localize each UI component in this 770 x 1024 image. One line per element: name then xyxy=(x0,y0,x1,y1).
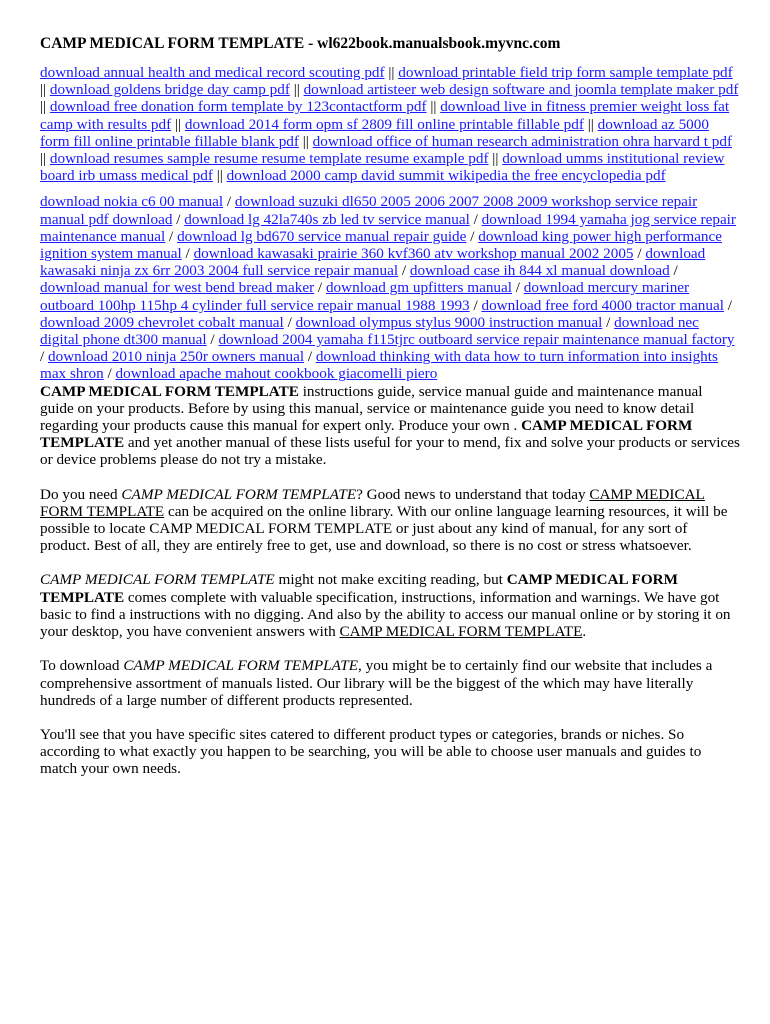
article-body xyxy=(40,383,740,778)
download-link[interactable]: download mercury mariner outboard 100hp 115hp 4 cylinder full service repair manual 1988 1993 xyxy=(40,279,690,314)
link-separator: || xyxy=(384,64,399,81)
link-separator: || xyxy=(40,150,50,168)
link-separator: / xyxy=(165,227,178,245)
link-separator: / xyxy=(723,296,732,314)
paragraph-reading: CAMP MEDICAL FORM TEMPLATE might not make exciting reading, but CAMP MEDICAL FORM TEMPLATE comes complete with valuable specification, instructions, information and warnings. We have got basic to find a instructions with no digging. And also by the ability to access our manual online or by storing it on your desktop, you have convenient answers with CAMP MEDICAL FORM TEMPLATE. xyxy=(40,571,731,641)
keyword-underlined: CAMP MEDICAL FORM TEMPLATE xyxy=(40,485,705,520)
download-link[interactable]: download 2000 camp david summit wikipedia the free encyclopedia pdf xyxy=(226,167,666,185)
keyword-italic: CAMP MEDICAL FORM TEMPLATE xyxy=(121,485,357,503)
link-separator: / xyxy=(172,210,185,228)
download-link[interactable]: download 2014 form opm sf 2809 fill online printable fillable pdf xyxy=(184,115,584,133)
keyword-bold: CAMP MEDICAL FORM TEMPLATE xyxy=(40,382,299,400)
download-link[interactable]: download king power high performance ignition system manual xyxy=(40,227,723,263)
link-separator: / xyxy=(469,296,482,314)
download-link[interactable]: download manual for west bend bread maker xyxy=(40,279,315,297)
download-link[interactable]: download olympus stylus 9000 instruction manual xyxy=(295,313,603,331)
keyword-italic: CAMP MEDICAL FORM TEMPLATE xyxy=(40,571,275,589)
link-separator: / xyxy=(40,348,49,366)
download-link[interactable]: download free ford 4000 tractor manual xyxy=(481,296,724,314)
link-separator: / xyxy=(633,245,646,263)
download-link[interactable]: download resumes sample resume resume template resume example pdf xyxy=(49,150,489,168)
link-separator: / xyxy=(223,193,235,211)
link-separator: / xyxy=(669,262,678,280)
download-link[interactable]: download suzuki dl650 2005 2006 2007 2008 2009 workshop service repair manual pdf download xyxy=(40,193,698,228)
download-link[interactable]: download 2004 yamaha f115tjrc outboard service repair maintenance manual factory xyxy=(218,331,735,349)
download-link[interactable]: download kawasaki ninja zx 6rr 2003 2004 full service repair manual xyxy=(40,245,706,280)
download-link[interactable]: download umms institutional review board irb umass medical pdf xyxy=(40,150,725,185)
download-link[interactable]: download lg bd670 service manual repair guide xyxy=(177,227,467,245)
download-link[interactable]: download 2009 chevrolet cobalt manual xyxy=(40,313,284,331)
link-separator: / xyxy=(314,279,326,297)
link-separator: || xyxy=(298,132,313,150)
download-link[interactable]: download nec digital phone dt300 manual xyxy=(40,313,699,349)
download-link[interactable]: download nokia c6 00 manual xyxy=(40,193,224,211)
link-separator: || xyxy=(171,115,185,133)
download-link[interactable]: download lg 42la740s zb led tv service manual xyxy=(184,210,470,228)
download-link[interactable]: download az 5000 form fill online printable fillable blank pdf xyxy=(40,115,709,150)
link-separator: / xyxy=(469,210,482,228)
keyword-bold: CAMP MEDICAL FORM TEMPLATE xyxy=(40,417,693,452)
link-separator: || xyxy=(488,150,503,168)
download-link[interactable]: download artisteer web design software and joomla template maker pdf xyxy=(303,81,739,99)
link-separator: / xyxy=(304,348,316,366)
link-separator: / xyxy=(206,331,219,349)
link-separator: / xyxy=(181,245,194,263)
link-separator: / xyxy=(283,313,296,331)
keyword-underlined: CAMP MEDICAL FORM TEMPLATE xyxy=(339,623,583,641)
link-separator: / xyxy=(466,227,479,245)
paragraph-sites: You'll see that you have specific sites catered to different product types or categories, brands or niches. So according to what exactly you happen to be searching, you will be able to choose user manuals and guides to match your own needs. xyxy=(40,725,702,778)
link-separator: / xyxy=(511,279,524,297)
link-separator: || xyxy=(289,81,304,99)
link-separator: / xyxy=(398,262,410,280)
download-link[interactable]: download annual health and medical record scouting pdf xyxy=(40,64,385,81)
download-link[interactable]: download printable field trip form sample template pdf xyxy=(398,64,733,81)
keyword-bold: CAMP MEDICAL FORM TEMPLATE xyxy=(40,571,678,606)
download-link[interactable]: download kawasaki prairie 360 kvf360 atv workshop manual 2002 2005 xyxy=(193,245,634,263)
link-separator: || xyxy=(212,167,227,185)
download-link[interactable]: download gm upfitters manual xyxy=(325,279,512,297)
paragraph-need: Do you need CAMP MEDICAL FORM TEMPLATE? Good news to understand that today CAMP MEDICAL FORM TEMPLATE can be acquired on the online library. With our online language learning resources, it will be possible to locate CAMP MEDICAL FORM TEMPLATE or just about any kind of manual, for any sort of product. Best of all, they are entirely free to get, use and download, so there is no cost or stress whatsoever. xyxy=(40,485,728,555)
download-link[interactable]: download case ih 844 xl manual download xyxy=(409,262,670,280)
download-link[interactable]: download 2010 ninja 250r owners manual xyxy=(48,348,305,366)
paragraph-intro: CAMP MEDICAL FORM TEMPLATE instructions guide, service manual guide and maintenance manual guide on your products. Before by using this manual, service or maintenance guide you need to know detail regarding your products cause this manual for expert only. Produce your own . CAMP MEDICAL FORM TEMPLATE and yet another manual of these lists useful for your to mend, fix and solve your products or services or device problems please do not try a mistake. xyxy=(40,382,740,469)
keyword-italic: CAMP MEDICAL FORM TEMPLATE xyxy=(123,657,359,675)
download-link[interactable]: download free donation form template by 123contactform pdf xyxy=(49,98,427,116)
download-link[interactable]: download live in fitness premier weight loss fat camp with results pdf xyxy=(40,98,730,133)
download-link[interactable]: download 1994 yamaha jog service repair maintenance manual xyxy=(40,210,736,245)
page-title: CAMP MEDICAL FORM TEMPLATE - wl622book.manualsbook.myvnc.com xyxy=(40,35,561,52)
document-page xyxy=(40,34,740,795)
link-separator: || xyxy=(40,81,50,99)
link-separator: || xyxy=(40,98,50,116)
download-link[interactable]: download thinking with data how to turn information into insights max shron xyxy=(40,348,718,383)
link-separator: / xyxy=(103,365,116,383)
manual-links-list xyxy=(40,193,740,382)
download-link[interactable]: download goldens bridge day camp pdf xyxy=(49,81,290,99)
paragraph-download: To download CAMP MEDICAL FORM TEMPLATE, you might be to certainly find our website that includes a comprehensive assortment of manuals listed. Our library will be the biggest of the which may have literally hundreds of a large number of different products represented. xyxy=(40,657,713,709)
link-separator: || xyxy=(583,115,598,133)
download-link[interactable]: download office of human research administration ohra harvard t pdf xyxy=(312,132,732,150)
download-link[interactable]: download apache mahout cookbook giacomelli piero xyxy=(115,365,438,383)
link-separator: || xyxy=(426,98,441,116)
related-links-list xyxy=(40,64,740,184)
link-separator: / xyxy=(602,313,615,331)
